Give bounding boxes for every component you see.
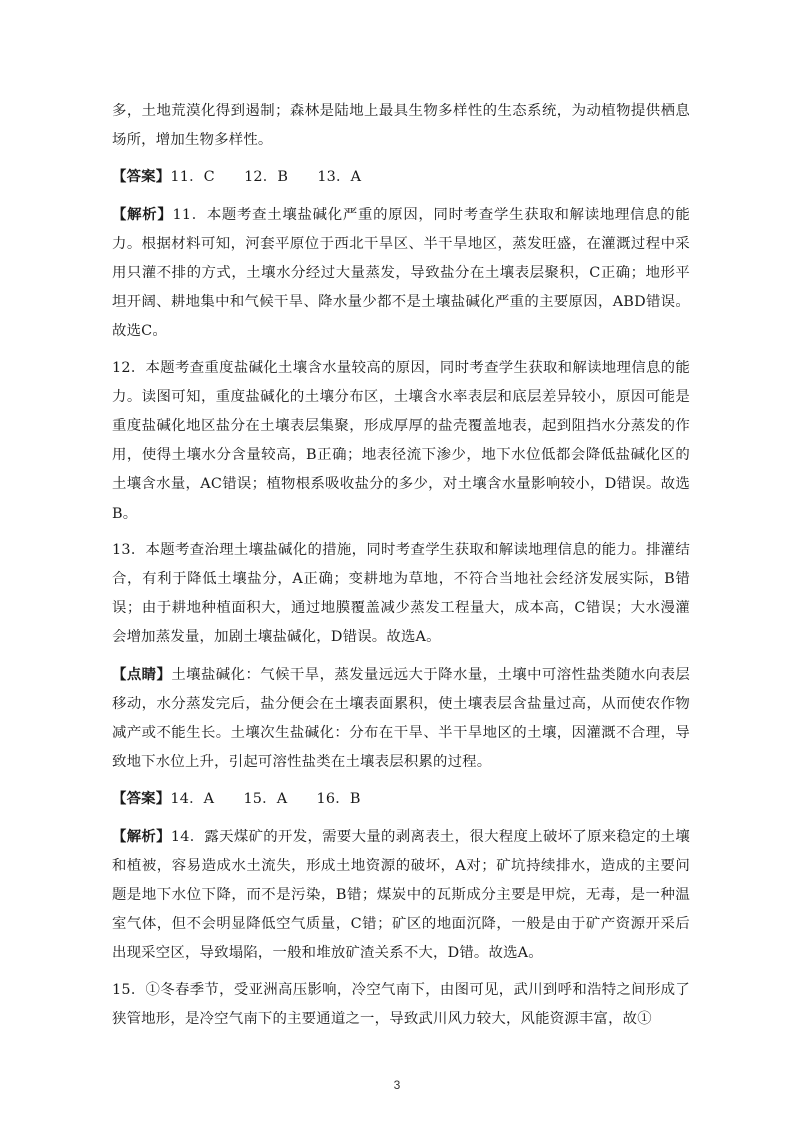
answer-text: 11．C 12．B 13．A <box>170 169 362 186</box>
analysis-text: 15．①冬春季节，受亚洲高压影响，冷空气南下，由图可见，武川到呼和浩特之间形成了狭管地形，是冷空气南下的主要通道之一，导致武川风力较大，风能资源丰富，故① <box>112 981 690 1027</box>
analysis-paragraph-15 <box>112 976 690 1034</box>
analysis-tag: 【解析】 <box>112 827 171 845</box>
answer-text: 14．A 15．A 16．B <box>170 791 361 808</box>
key-point-text: 土壤盐碱化：气候干旱，蒸发量远远大于降水量，土壤中可溶性盐类随水向表层移动，水分蒸发完后，盐分便会在土壤表面累积，使土壤表层含盐量过高，从而使农作物减产或不能生长。土壤次生盐碱化：分布在干旱、半干旱地区的土壤，因灌溉不合理，导致地下水位上升，引起可溶性盐类在土壤表层积累的过程。 <box>112 666 690 771</box>
analysis-text: 13．本题考查治理土壤盐碱化的措施，同时考查学生获取和解读地理信息的能力。排灌结合，有利于降低土壤盐分，A正确；变耕地为草地，不符合当地社会经济发展实际，B错误；由于耕地种植面积大，通过地膜覆盖减少蒸发工程量大，成本高，C错误；大水漫灌会增加蒸发量，加剧土壤盐碱化，D错误。故选A。 <box>112 541 690 646</box>
analysis-text: 12．本题考查重度盐碱化土壤含水量较高的原因，同时考查学生获取和解读地理信息的能力。读图可知，重度盐碱化的土壤分布区，土壤含水率表层和底层差异较小，原因可能是重度盐碱化地区盐分在土壤表层集聚，形成厚厚的盐壳覆盖地表，起到阻挡水分蒸发的作用，使得土壤水分含量较高，B正确；地表径流下渗少，地下水位低都会降低盐碱化区的土壤含水量，AC错误；植物根系吸收盐分的多少，对土壤含水量影响较小，D错误。故选B。 <box>112 359 690 522</box>
page-number: 3 <box>393 1078 401 1092</box>
key-point-tag: 【点睛】 <box>112 665 172 683</box>
analysis-paragraph-13 <box>112 536 690 653</box>
answer-tag: 【答案】 <box>112 168 171 186</box>
paragraph-continuation <box>112 97 690 155</box>
answer-paragraph-2 <box>112 784 690 814</box>
paragraph-text: 多，土地荒漠化得到遏制；森林是陆地上最具生物多样性的生态系统，为动植物提供栖息场所，增加生物多样性。 <box>112 103 690 149</box>
analysis-text: 14．露天煤矿的开发，需要大量的剥离表土，很大程度上破坏了原来稳定的土壤和植被，容易造成水土流失，形成土地资源的破坏，A对；矿坑持续排水，造成的主要问题是地下水位下降，而不是污染，B错；煤炭中的瓦斯成分主要是甲烷，无毒，是一种温室气体，但不会明显降低空气质量，C错；矿区的地面沉降，一般是由于矿产资源开采后出现采空区，导致塌陷，一般和堆放矿渣关系不大，D错。故选A。 <box>112 828 690 962</box>
analysis-paragraph-11 <box>112 200 690 347</box>
analysis-tag: 【解析】 <box>112 205 173 223</box>
key-point-paragraph <box>112 660 690 778</box>
answer-tag: 【答案】 <box>112 790 171 808</box>
analysis-text: 11．本题考查土壤盐碱化严重的原因，同时考查学生获取和解读地理信息的能力。根据材料可知，河套平原位于西北干旱区、半干旱地区，蒸发旺盛，在灌溉过程中采用只灌不排的方式，土壤水分经过大量蒸发，导致盐分在土壤表层聚积，C正确；地形平坦开阔、耕地集中和气候干旱、降水量少都不是土壤盐碱化严重的主要原因，ABD错误。故选C。 <box>112 206 690 340</box>
document-body <box>112 97 690 1034</box>
analysis-paragraph-12 <box>112 354 690 529</box>
answer-paragraph-1 <box>112 162 690 192</box>
analysis-paragraph-14 <box>112 822 690 969</box>
